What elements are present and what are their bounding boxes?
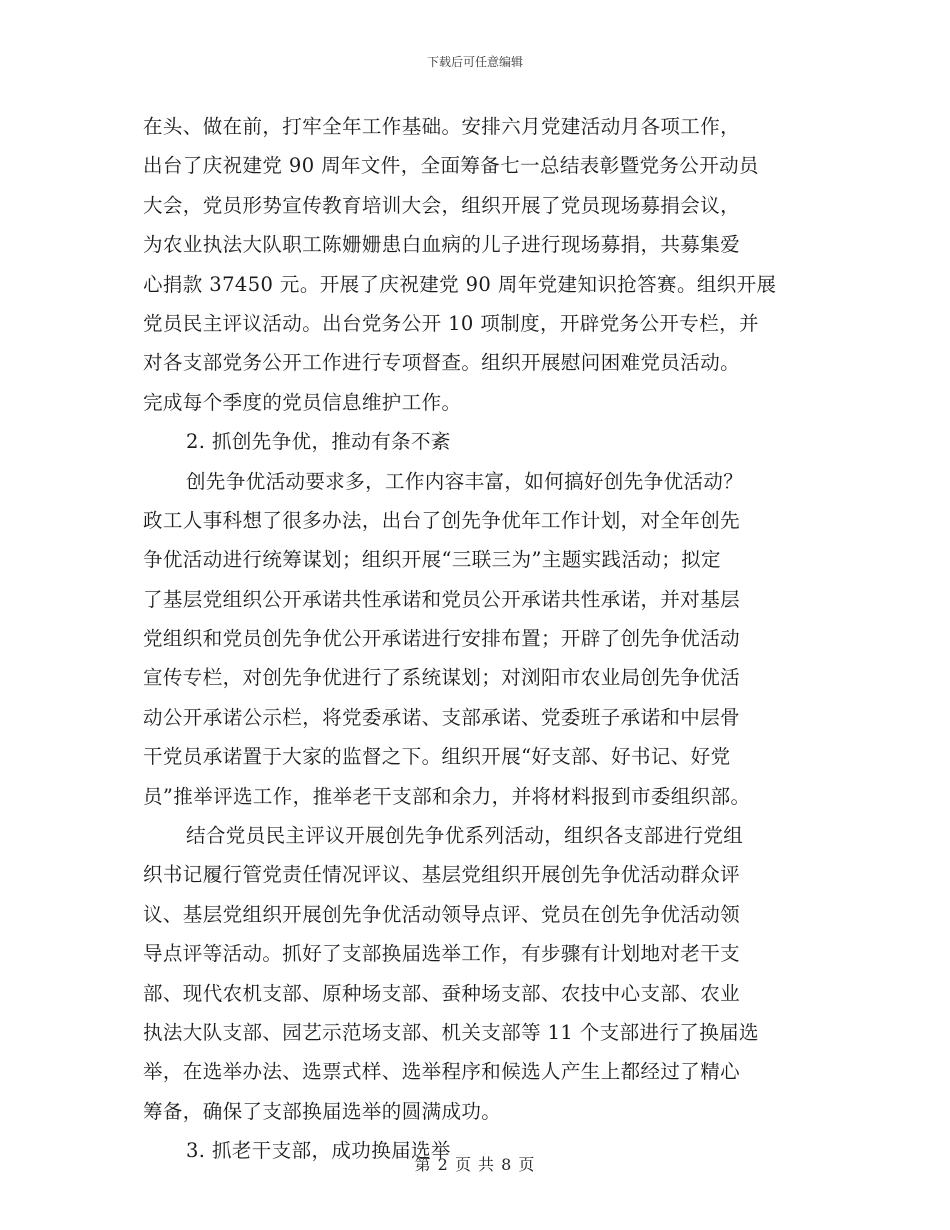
body-line: 政工人事科想了很多办法，出台了创先争优年工作计划，对全年创先 xyxy=(143,508,741,532)
body-line: 举，在选举办法、选票式样、选举程序和候选人产生上都经过了精心 xyxy=(143,1060,741,1084)
body-line: 动公开承诺公示栏，将党委承诺、支部承诺、党委班子承诺和中层骨 xyxy=(143,705,741,729)
document-body xyxy=(143,107,813,1171)
body-line: 干党员承诺置于大家的监督之下。组织开展“好支部、好书记、好党 xyxy=(143,745,731,769)
body-line: 了基层党组织公开承诺共性承诺和党员公开承诺共性承诺，并对基层 xyxy=(143,587,741,611)
body-line: 2. 抓创先争优，推动有条不紊 xyxy=(186,430,451,454)
body-line: 为农业执法大队职工陈姗姗患白血病的儿子进行现场募捐，共募集爱 xyxy=(143,233,741,257)
body-line: 对各支部党务公开工作进行专项督查。组织开展慰问困难党员活动。 xyxy=(143,351,741,375)
body-line: 在头、做在前，打牢全年工作基础。安排六月党建活动月各项工作， xyxy=(143,115,741,138)
body-line: 结合党员民主评议开展创先争优系列活动，组织各支部进行党组 xyxy=(186,824,744,848)
body-line: 宣传专栏，对创先争优进行了系统谋划；对浏阳市农业局创先争优活 xyxy=(143,666,741,690)
body-line: 织书记履行管党责任情况评议、基层党组织开展创先争优活动群众评 xyxy=(143,863,741,887)
body-line: 完成每个季度的党员信息维护工作。 xyxy=(143,390,462,414)
body-line: 部、现代农机支部、原种场支部、蚕种场支部、农技中心支部、农业 xyxy=(143,981,741,1005)
body-line: 导点评等活动。抓好了支部换届选举工作，有步骤有计划地对老干支 xyxy=(143,942,741,966)
page-header-note: 下载后可任意编辑 xyxy=(426,55,523,69)
body-line: 议、基层党组织开展创先争优活动领导点评、党员在创先争优活动领 xyxy=(143,902,741,926)
body-line: 大会，党员形势宣传教育培训大会，组织开展了党员现场募捐会议， xyxy=(143,193,741,217)
page-number: 第 2 页 共 8 页 xyxy=(414,1155,536,1174)
body-line: 党组织和党员创先争优公开承诺进行安排布置；开辟了创先争优活动 xyxy=(143,627,741,651)
body-line: 3. 抓老干支部，成功换届选举 xyxy=(186,1139,451,1163)
body-line: 出台了庆祝建党 90 周年文件，全面筹备七一总结表彰暨党务公开动员 xyxy=(143,154,759,178)
body-line: 争优活动进行统筹谋划；组织开展“三联三为”主题实践活动；拟定 xyxy=(143,548,721,572)
body-line: 员”推举评选工作，推举老干支部和余力，并将材料报到市委组织部。 xyxy=(143,784,751,808)
body-line: 执法大队支部、园艺示范场支部、机关支部等 11 个支部进行了换届选 xyxy=(143,1020,759,1044)
body-line: 筹备，确保了支部换届选举的圆满成功。 xyxy=(143,1099,502,1123)
body-line: 党员民主评议活动。出台党务公开 10 项制度，开辟党务公开专栏，并 xyxy=(143,311,759,335)
body-line: 心捐款 37450 元。开展了庆祝建党 90 周年党建知识抢答赛。组织开展 xyxy=(143,272,777,296)
body-line: 创先争优活动要求多，工作内容丰富，如何搞好创先争优活动？ xyxy=(186,469,744,493)
